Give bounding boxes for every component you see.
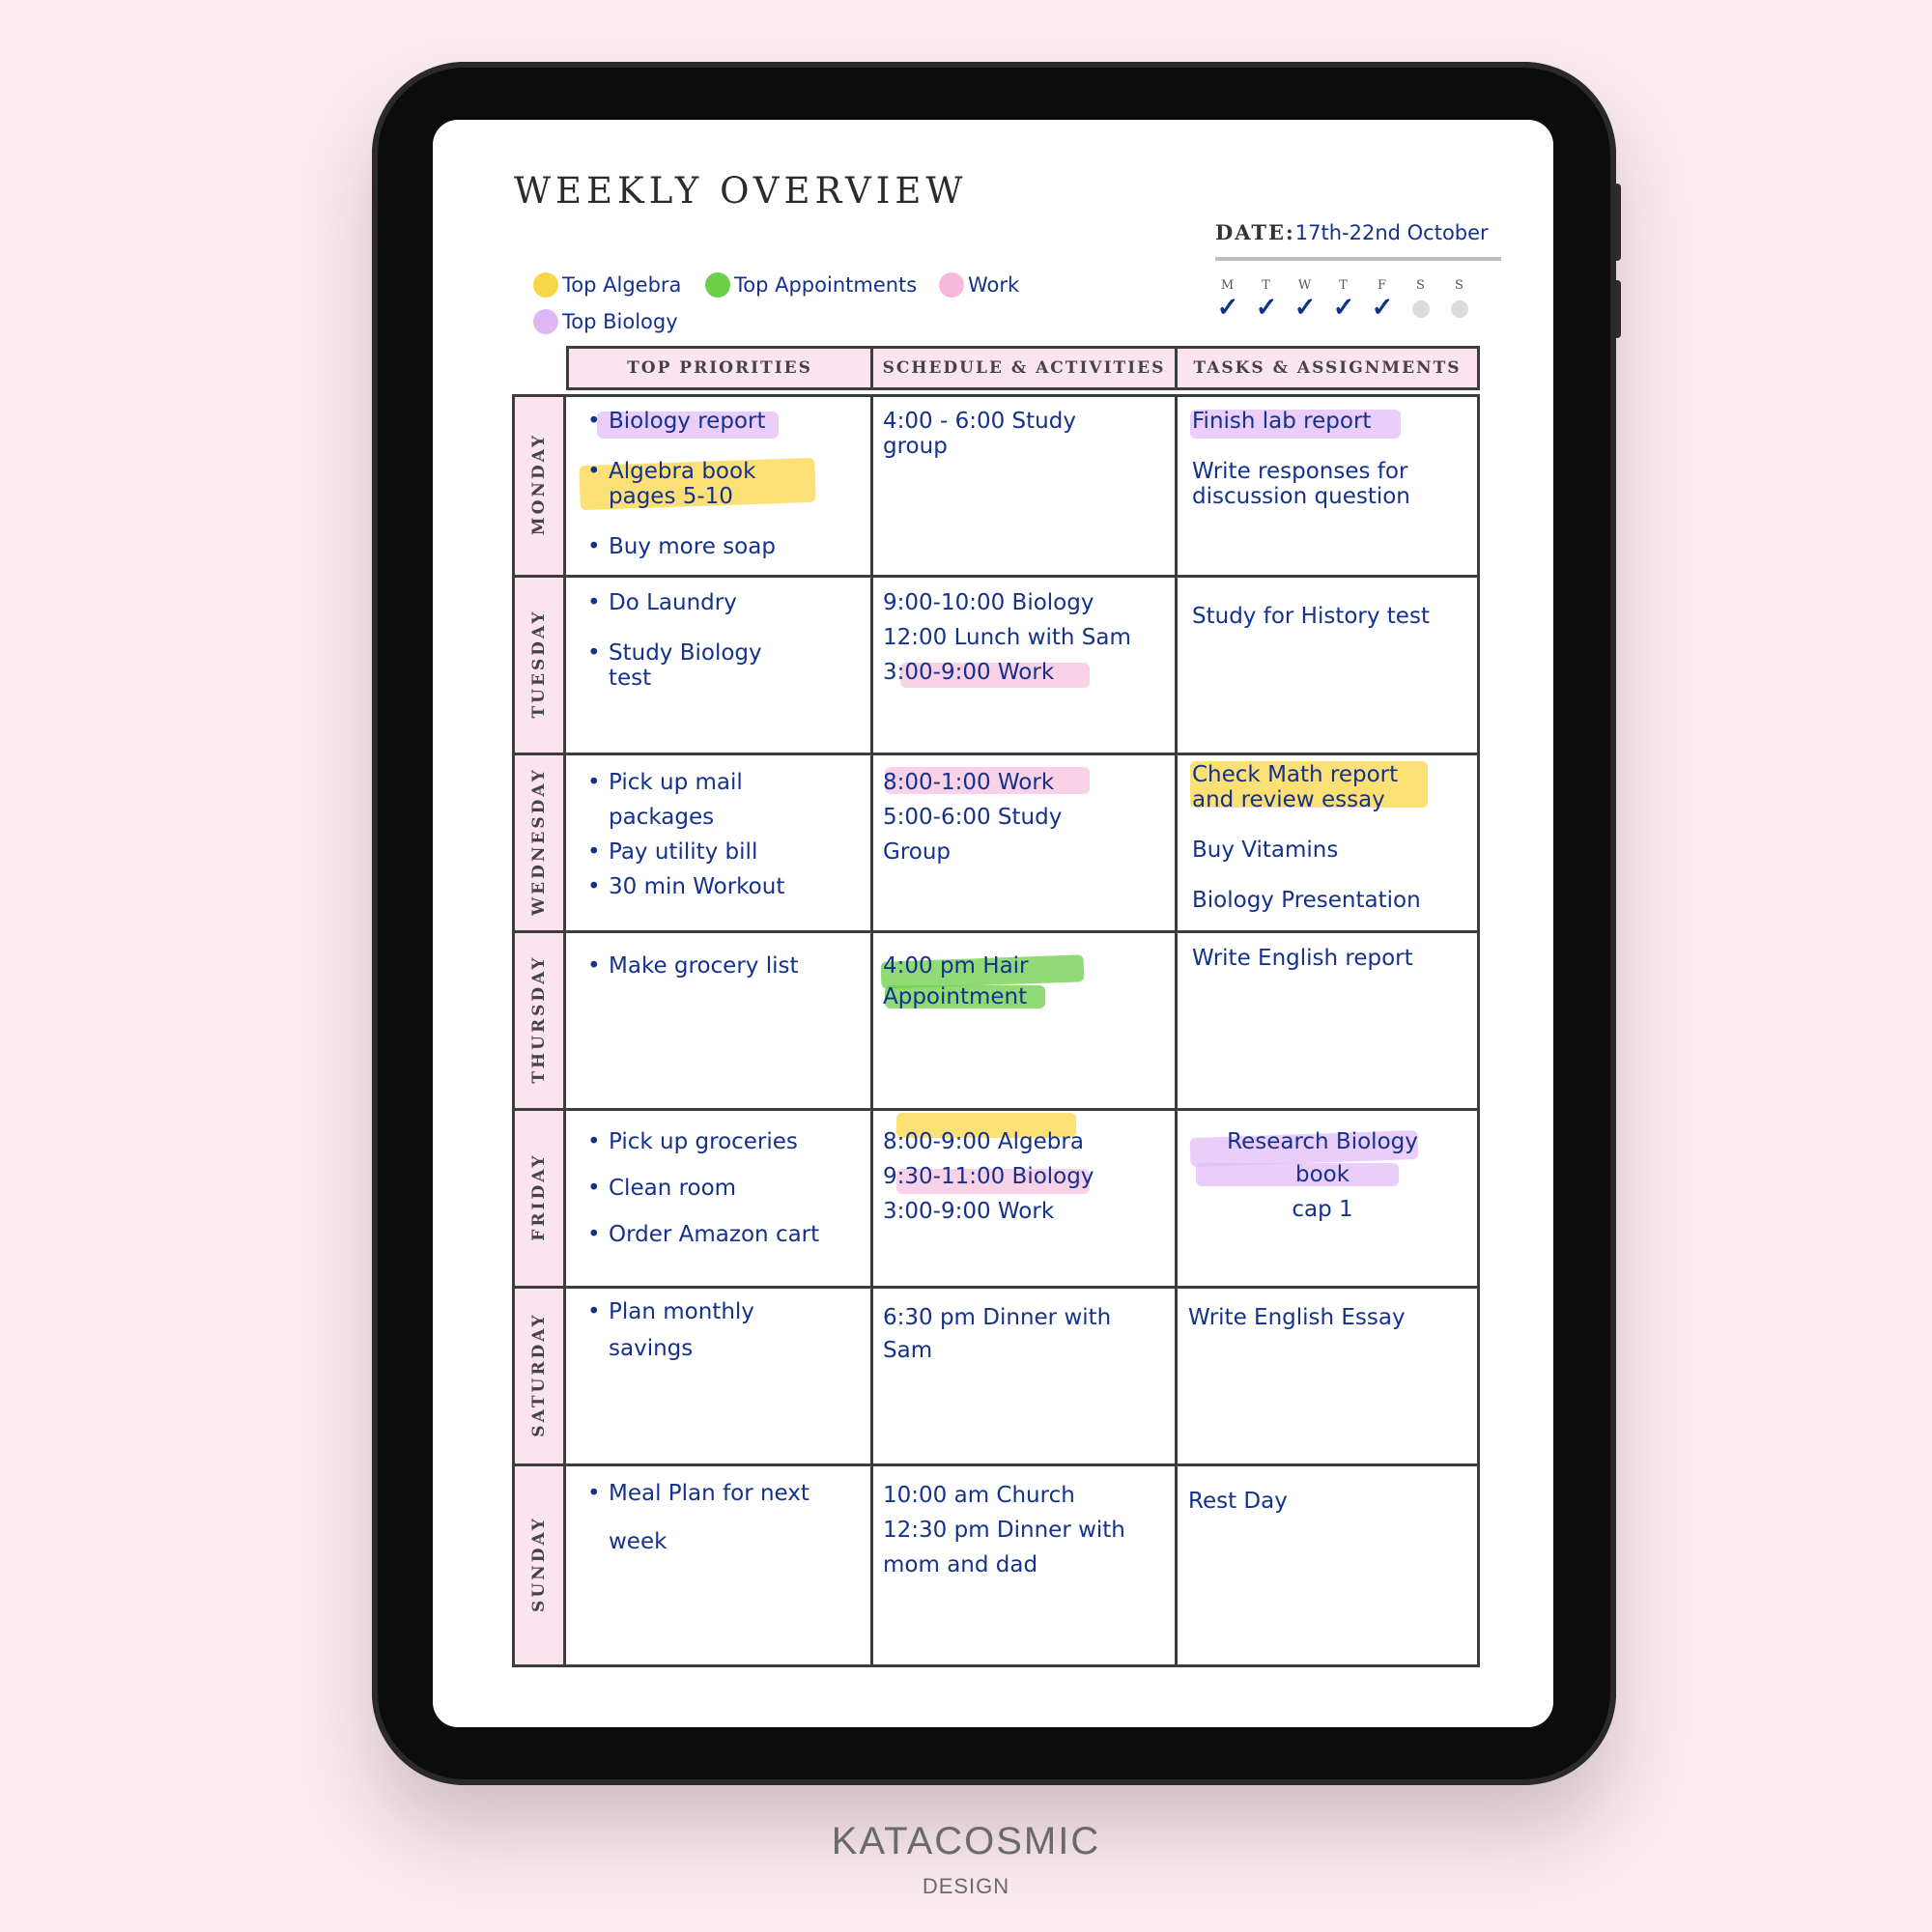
date-field[interactable]: [1215, 220, 1501, 261]
legend-label: Top Algebra: [562, 273, 682, 297]
priority-item[interactable]: • Pick up groceries: [609, 1128, 798, 1155]
legend-item-work: [939, 272, 1019, 298]
tracker-letter: S: [1416, 278, 1426, 293]
schedule-item-continued: Appointment: [883, 984, 1028, 1009]
tracker-day-mon[interactable]: [1213, 278, 1242, 322]
task-item[interactable]: Finish lab report: [1192, 409, 1372, 434]
priority-item[interactable]: • 30 min Workout: [609, 873, 784, 900]
legend-label: Work: [968, 273, 1020, 297]
schedule-item[interactable]: 3:00-9:00 Work: [883, 1199, 1055, 1224]
unchecked-dot-icon: [1451, 300, 1468, 318]
page-title: WEEKLY OVERVIEW: [514, 170, 968, 212]
task-item[interactable]: Write responses for: [1192, 459, 1408, 484]
priority-item-continued: week: [609, 1529, 668, 1554]
row-divider: [512, 753, 1480, 755]
column-header-priorities: TOP PRIORITIES: [566, 346, 873, 390]
priority-item-continued: packages: [609, 805, 715, 830]
tracker-letter: S: [1455, 278, 1464, 293]
legend-swatch-appointments: [705, 272, 730, 298]
tracker-day-wed[interactable]: [1291, 278, 1320, 322]
priority-item[interactable]: • Study Biology: [609, 639, 762, 667]
task-item[interactable]: Biology Presentation: [1192, 888, 1421, 913]
check-icon: ✓: [1255, 293, 1278, 322]
schedule-item[interactable]: 4:00 pm Hair: [883, 953, 1029, 979]
priority-item[interactable]: • Algebra book: [609, 458, 755, 485]
schedule-item[interactable]: 3:00-9:00 Work: [883, 660, 1055, 685]
row-divider: [512, 1108, 1480, 1111]
schedule-item-continued: Group: [883, 839, 952, 865]
weekly-table: [512, 394, 1480, 1667]
schedule-item-continued: group: [883, 434, 948, 459]
task-item[interactable]: Write English Essay: [1188, 1305, 1406, 1330]
day-tab-wednesday: [515, 755, 563, 930]
tracker-letter: F: [1377, 278, 1388, 293]
priority-item[interactable]: • Meal Plan for next: [609, 1480, 810, 1507]
day-tab-sunday: [515, 1466, 563, 1664]
task-item[interactable]: Rest Day: [1188, 1489, 1288, 1514]
column-header-schedule: SCHEDULE & ACTIVITIES: [870, 346, 1178, 390]
priority-item[interactable]: • Pay utility bill: [609, 838, 757, 866]
task-item[interactable]: Research Biology: [1227, 1129, 1418, 1154]
row-divider: [512, 575, 1480, 578]
unchecked-dot-icon: [1412, 300, 1430, 318]
tablet-volume-button: [1613, 280, 1621, 338]
check-icon: ✓: [1371, 293, 1394, 322]
day-label: SATURDAY: [529, 1311, 549, 1437]
schedule-item-continued: mom and dad: [883, 1552, 1038, 1577]
day-label: FRIDAY: [529, 1151, 549, 1241]
legend-swatch-algebra: [533, 272, 558, 298]
check-icon: ✓: [1332, 293, 1355, 322]
task-item-continued: discussion question: [1192, 484, 1410, 509]
legend-label: Top Appointments: [734, 273, 918, 297]
legend-label: Top Biology: [562, 310, 678, 333]
day-tab-friday: [515, 1111, 563, 1286]
day-label: MONDAY: [529, 432, 549, 536]
priority-item[interactable]: • Plan monthly: [609, 1298, 754, 1325]
tracker-day-thu[interactable]: [1329, 278, 1358, 322]
day-tab-tuesday: [515, 578, 563, 753]
priority-item[interactable]: • Buy more soap: [609, 533, 776, 560]
tablet-side-button: [1613, 184, 1621, 261]
day-tab-monday: [515, 397, 563, 575]
legend-item-appointments: [705, 272, 917, 298]
priority-item[interactable]: • Make grocery list: [609, 952, 798, 980]
schedule-item[interactable]: 12:30 pm Dinner with: [883, 1518, 1125, 1543]
date-value: 17th-22nd October: [1294, 221, 1489, 244]
priority-item[interactable]: • Clean room: [609, 1175, 736, 1202]
schedule-item-continued: Sam: [883, 1338, 933, 1363]
row-divider: [512, 1286, 1480, 1289]
priority-item[interactable]: • Order Amazon cart: [609, 1221, 819, 1248]
brand-subtitle: DESIGN: [922, 1874, 1010, 1898]
priority-item[interactable]: • Do Laundry: [609, 589, 737, 616]
task-item[interactable]: Buy Vitamins: [1192, 838, 1339, 863]
tracker-day-tue[interactable]: [1252, 278, 1281, 322]
schedule-item[interactable]: 5:00-6:00 Study: [883, 805, 1063, 830]
check-icon: ✓: [1216, 293, 1239, 322]
priority-item-continued: test: [609, 666, 652, 691]
tracker-day-sat[interactable]: [1406, 278, 1435, 323]
priority-item[interactable]: • Biology report: [609, 408, 765, 435]
task-item[interactable]: Study for History test: [1192, 604, 1430, 629]
schedule-item[interactable]: 4:00 - 6:00 Study: [883, 409, 1076, 434]
tracker-letter: T: [1262, 278, 1271, 293]
priority-item[interactable]: • Pick up mail: [609, 769, 743, 796]
schedule-item[interactable]: 8:00-9:00 Algebra: [883, 1129, 1084, 1154]
priority-item-continued: pages 5-10: [609, 484, 733, 509]
day-label: SUNDAY: [529, 1515, 549, 1612]
day-label: TUESDAY: [529, 609, 549, 718]
column-divider: [870, 394, 873, 1667]
schedule-item[interactable]: 6:30 pm Dinner with: [883, 1305, 1112, 1330]
planner-screen: [433, 120, 1553, 1727]
tracker-day-sun[interactable]: [1445, 278, 1474, 323]
tracker-letter: T: [1339, 278, 1349, 293]
day-tab-thursday: [515, 933, 563, 1108]
column-divider: [563, 394, 566, 1667]
day-label: THURSDAY: [529, 953, 549, 1084]
tracker-letter: M: [1220, 278, 1236, 293]
task-item-continued: cap 1: [1292, 1197, 1353, 1222]
legend-item-biology: [533, 309, 678, 334]
legend-swatch-work: [939, 272, 964, 298]
legend-swatch-biology: [533, 309, 558, 334]
task-item-continued: book: [1294, 1162, 1350, 1187]
schedule-item[interactable]: 9:30-11:00 Biology: [883, 1164, 1094, 1189]
tracker-letter: W: [1297, 278, 1313, 293]
schedule-item[interactable]: 8:00-1:00 Work: [883, 770, 1055, 795]
row-divider: [512, 930, 1480, 933]
column-header-tasks: TASKS & ASSIGNMENTS: [1175, 346, 1480, 390]
day-tab-saturday: [515, 1289, 563, 1463]
column-divider: [1175, 394, 1178, 1667]
schedule-item[interactable]: 10:00 am Church: [883, 1483, 1075, 1508]
priority-item-continued: savings: [609, 1336, 694, 1361]
legend-item-algebra: [533, 272, 681, 298]
row-divider: [512, 1463, 1480, 1466]
day-label: WEDNESDAY: [529, 766, 549, 916]
task-item-continued: and review essay: [1192, 787, 1385, 812]
brand-logo: KATACOSMIC: [831, 1820, 1101, 1862]
task-item[interactable]: Check Math report: [1192, 762, 1399, 787]
check-icon: ✓: [1293, 293, 1317, 322]
date-label: DATE:: [1215, 220, 1295, 244]
tracker-day-fri[interactable]: [1368, 278, 1397, 322]
schedule-item[interactable]: 12:00 Lunch with Sam: [883, 625, 1131, 650]
schedule-item[interactable]: 9:00-10:00 Biology: [883, 590, 1094, 615]
task-item[interactable]: Write English report: [1192, 946, 1413, 971]
